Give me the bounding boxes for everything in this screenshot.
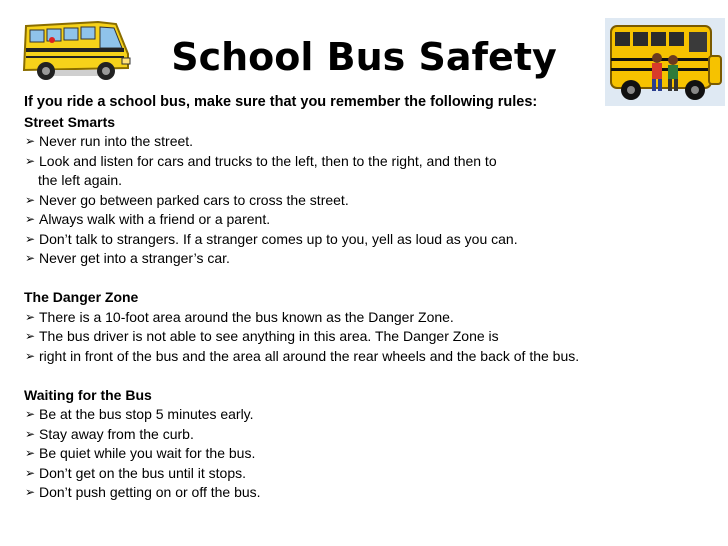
arrow-bullet-icon: ➢ (25, 485, 36, 499)
list-item: ➢ Always walk with a friend or a parent. (24, 210, 714, 230)
section-heading-danger-zone: The Danger Zone (24, 289, 139, 305)
list-item-continuation: the left again. (38, 172, 123, 188)
arrow-bullet-icon: ➢ (25, 309, 36, 324)
spacer (24, 269, 714, 289)
list-item: ➢ Never get into a stranger’s car. (24, 249, 714, 269)
arrow-bullet-icon: ➢ (25, 426, 36, 441)
list-item: ➢ Be quiet while you wait for the bus. (24, 444, 714, 464)
rules-content (24, 93, 714, 503)
section-heading-street-smarts: Street Smarts (24, 113, 116, 130)
list-item: ➢ Don’t talk to strangers. If a stranger comes up to you, yell as loud as you can. (24, 230, 714, 250)
arrow-bullet-icon: ➢ (25, 465, 36, 480)
arrow-bullet-icon: ➢ (25, 153, 36, 168)
arrow-bullet-icon: ➢ (25, 231, 36, 246)
list-item: ➢ Be at the bus stop 5 minutes early. (24, 405, 714, 425)
arrow-bullet-icon: ➢ (25, 212, 36, 226)
cartoon-school-bus-icon (16, 14, 136, 84)
intro-text: If you ride a school bus, make sure that you remember the following rules: (24, 94, 538, 110)
page-title: School Bus Safety (171, 35, 557, 79)
arrow-bullet-icon: ➢ (25, 446, 36, 460)
list-item: ➢ Stay away from the curb. (24, 425, 714, 445)
arrow-bullet-icon: ➢ (25, 251, 36, 265)
list-item: ➢ Never go between parked cars to cross the street. (24, 191, 714, 211)
list-item: ➢ There is a 10-foot area around the bus known as the Danger Zone. (24, 308, 714, 328)
list-item: ➢ Look and listen for cars and trucks to the left, then to the right, and then to (24, 152, 714, 172)
arrow-bullet-icon: ➢ (25, 192, 36, 207)
arrow-bullet-icon: ➢ (25, 348, 36, 363)
arrow-bullet-icon: ➢ (25, 134, 36, 148)
list-item: ➢ Don’t get on the bus until it stops. (24, 464, 714, 484)
list-item: ➢ Never run into the street. (24, 132, 714, 152)
arrow-bullet-icon: ➢ (25, 329, 36, 343)
list-item: ➢ The bus driver is not able to see anything in this area. The Danger Zone is (24, 327, 714, 347)
arrow-bullet-icon: ➢ (25, 407, 36, 421)
list-item: ➢ right in front of the bus and the area all around the rear wheels and the back of the bus. (24, 347, 714, 367)
list-item: ➢ Don’t push getting on or off the bus. (24, 483, 714, 503)
spacer (24, 366, 714, 386)
section-heading-waiting: Waiting for the Bus (24, 386, 152, 403)
